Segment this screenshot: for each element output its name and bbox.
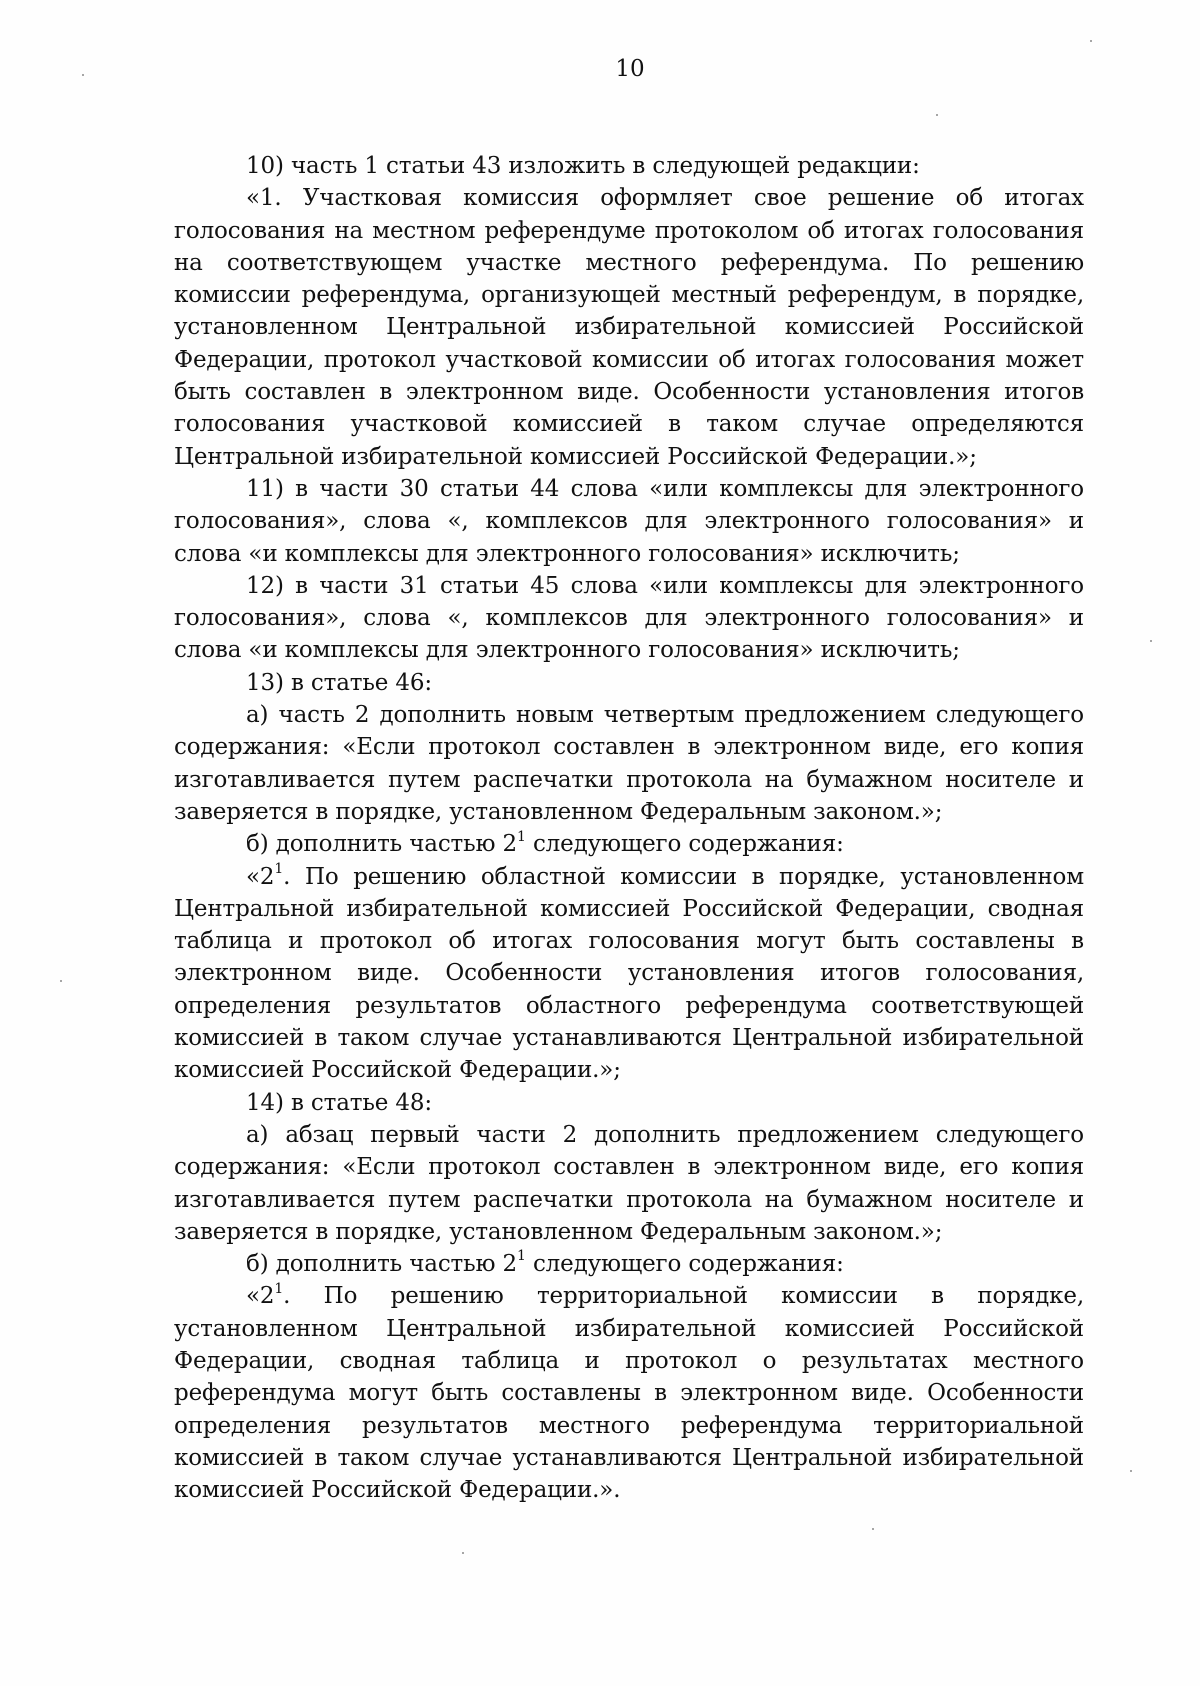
paragraph-12: 12) в части 31 статьи 45 слова «или комплексы для электронного голосования», слова «, комплексов для электронного голосования» и слова «и комплексы для электронного голосования» исключить; <box>174 572 1084 664</box>
scan-speck <box>82 74 84 76</box>
paragraph-14b-content <box>174 1280 1084 1506</box>
paragraph-14a: а) абзац первый части 2 дополнить предложением следующего содержания: «Если протокол составлен в электронном виде, его копия изготавливается путем распечатки протокола на бумажном носителе и заверяется в порядке, установленном Федеральным законом.»; <box>174 1121 1084 1245</box>
paragraph-14b-sup: 1 <box>517 1248 526 1265</box>
scan-speck <box>1090 40 1092 42</box>
scan-speck <box>1150 640 1152 642</box>
paragraph-14b-pre: б) дополнить частью 2 <box>246 1251 518 1278</box>
paragraph-13a: а) часть 2 дополнить новым четвертым предложением следующего содержания: «Если протокол составлен в электронном виде, его копия изготавливается путем распечатки протокола на бумажном носителе и заверяется в порядке, установленном Федеральным законом.»; <box>174 702 1084 825</box>
paragraph-13b-content-pre: «2 <box>246 863 275 890</box>
paragraph-10: 10) часть 1 статьи 43 изложить в следующей редакции: <box>246 153 920 179</box>
paragraph-11: 11) в части 30 статьи 44 слова «или комплексы для электронного голосования», слова «, комплексов для электронного голосования» и слова «и комплексы для электронного голосования» исключить; <box>174 475 1084 567</box>
paragraph-13b <box>174 828 1084 860</box>
scan-speck <box>462 1552 464 1554</box>
paragraph-13b-content-post: . По решению областной комиссии в порядке, установленном Центральной избирательной комиссией Российской Федерации, сводная таблица и протокол об итогах голосования могут быть составлены в электронном виде. Особенности установления итогов голосования, определения результатов областного референдума соответствующей комиссией в таком случае устанавливаются Центральной избирательной комиссией Российской Федерации.»; <box>174 863 1084 1084</box>
paragraph-14b <box>174 1248 1084 1280</box>
paragraph-14b-content-sup: 1 <box>274 1280 284 1297</box>
paragraph-14b-content-pre: «2 <box>246 1283 275 1310</box>
paragraph-14b-content-post: . По решению территориальной комиссии в порядке, установленном Центральной избирательной комиссией Российской Федерации, сводная таблица и протокол о результатах местного референдума могут быть составлены в электронном виде. Особенности определения результатов местного референдума территориальной комиссией в таком случае устанавливаются Центральной избирательной комиссией Российской Федерации.». <box>174 1283 1084 1504</box>
scan-speck <box>1130 1470 1132 1472</box>
scan-speck <box>936 114 938 116</box>
paragraph-13b-post: следующего содержания: <box>525 831 844 858</box>
paragraph-13b-sup: 1 <box>517 828 526 845</box>
paragraph-13b-content-sup: 1 <box>274 860 284 877</box>
page-number: 10 <box>615 56 645 82</box>
body-text <box>174 150 1084 1506</box>
paragraph-14b-post: следующего содержания: <box>525 1251 844 1278</box>
paragraph-13: 13) в статье 46: <box>246 669 432 696</box>
paragraph-10-content: «1. Участковая комиссия оформляет свое решение об итогах голосования на местном референдуме протоколом об итогах голосования на соответствующем участке местного референдума. По решению комиссии референдума, организующей местный референдум, в порядке, установленном Центральной избирательной комиссией Российской Федерации, протокол участковой комиссии об итогах голосования может быть составлен в электронном виде. Особенности установления итогов голосования участковой комиссией в таком случае определяются Центральной избирательной комиссией Российской Федерации.»; <box>174 185 1084 470</box>
scan-speck <box>872 1528 874 1530</box>
paragraph-13b-pre: б) дополнить частью 2 <box>246 831 518 858</box>
paragraph-14: 14) в статье 48: <box>246 1089 432 1116</box>
paragraph-13b-content <box>174 861 1084 1087</box>
scan-speck <box>60 980 62 982</box>
